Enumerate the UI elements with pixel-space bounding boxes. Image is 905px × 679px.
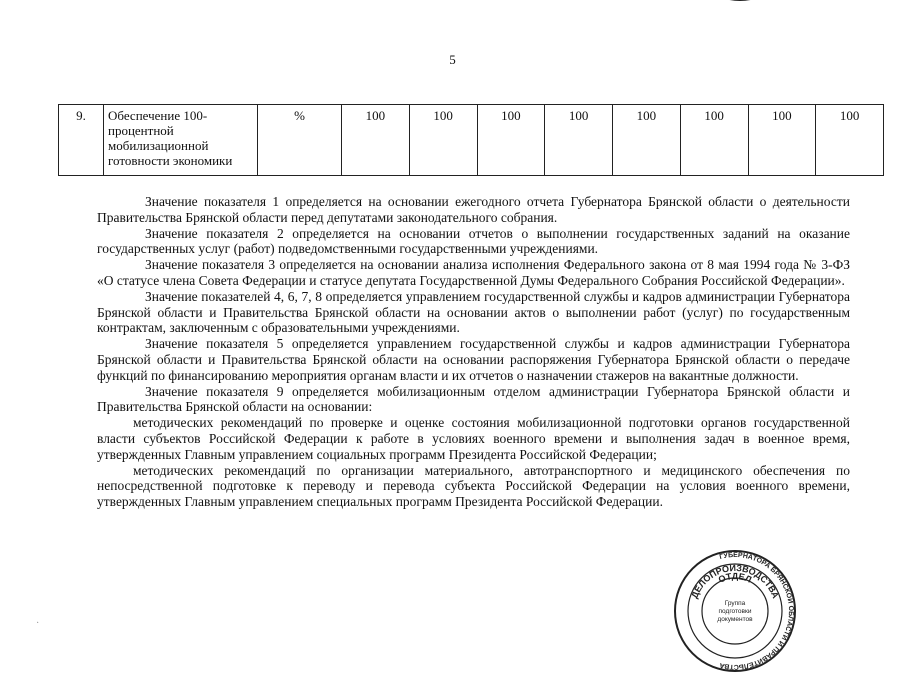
value-cell: 100 (680, 105, 748, 176)
value-cell: 100 (409, 105, 477, 176)
value-cell: 100 (613, 105, 681, 176)
body-text (97, 194, 850, 510)
stamp-center-line: Группа (724, 600, 746, 607)
value-cell: 100 (545, 105, 613, 176)
stamp-ring-text: ДЕЛОПРОИЗВОДСТВА (689, 562, 781, 600)
row-number: 9. (59, 105, 104, 176)
sub-paragraph: методических рекомендаций по проверке и оценке состояния мобилизационной подготовки органов государственной власти субъектов Российской Федерации к работе в условиях военного времени и выполнения задач в военное время, утвержденных Главным управлением социальных программ Президента Российской Федерации; (97, 415, 850, 462)
value-cell: 100 (342, 105, 410, 176)
stamp-outer-text: ГУБЕРНАТОРА БРЯНСКОЙ ОБЛАСТИ И ПРАВИТЕЛЬСТВА (718, 551, 795, 671)
indicator-table (58, 104, 884, 176)
page-number: 5 (449, 52, 456, 67)
stamp-center-line: подготовки (718, 608, 752, 615)
stamp-top-text: ОТДЕЛ (716, 571, 754, 585)
margin-mark: · (36, 618, 40, 629)
paragraph: Значение показателей 4, 6, 7, 8 определяется управлением государственной службы и кадров администрации Губернатора Брянской области и Правительства Брянской области на основании актов о выполнении работ (услуг) по государственным контрактам, заключенным с образовательными учреждениями. (97, 288, 850, 336)
value-cell: 100 (748, 105, 816, 176)
office-stamp (672, 548, 798, 674)
paragraph: Значение показателя 3 определяется на основании анализа исполнения Федерального закона от 8 мая 1994 года № 3-ФЗ «О статусе члена Совета Федерации и статусе депутата Государственной Думы Федерального Собрания Российской Федерации». (97, 257, 850, 288)
paragraph: Значение показателя 2 определяется на основании отчетов о выполнении государственных заданий на оказание государственных услуг (работ) подведомственными государственными учреждениями. (97, 225, 850, 257)
paragraph: Значение показателя 5 определяется управлением государственной службы и кадров администрации Губернатора Брянской области и Правительства Брянской области на основании распоряжения Губернатора Брянской области о передаче функций по финансированию мероприятия органам власти и их отчетов о назначении стажеров на вакантные должности. (97, 336, 850, 383)
sub-paragraph: методических рекомендаций по организации материального, автотранспортного и медицинского обеспечения по непосредственной подготовке к переводу и перевода субъекта Российской Федерации на условия военного времени, утвержденных Главным управлением специальных программ Президента Российской Федерации. (97, 462, 850, 510)
stamp-center-line: документов (717, 616, 753, 623)
indicator-name: Обеспечение 100-процентной мобилизационной готовности экономики (104, 105, 258, 176)
value-cell: 100 (477, 105, 545, 176)
value-cell: 100 (816, 105, 884, 176)
paragraph: Значение показателя 1 определяется на основании ежегодного отчета Губернатора Брянской области о деятельности Правительства Брянской области перед депутатами законодательного собрания. (97, 194, 850, 225)
table-row (59, 105, 884, 176)
paragraph: Значение показателя 9 определяется мобилизационным отделом администрации Губернатора Брянской области и Правительства Брянской области на основании: (97, 383, 850, 415)
partial-stamp-top (690, 0, 790, 8)
unit-cell: % (258, 105, 342, 176)
